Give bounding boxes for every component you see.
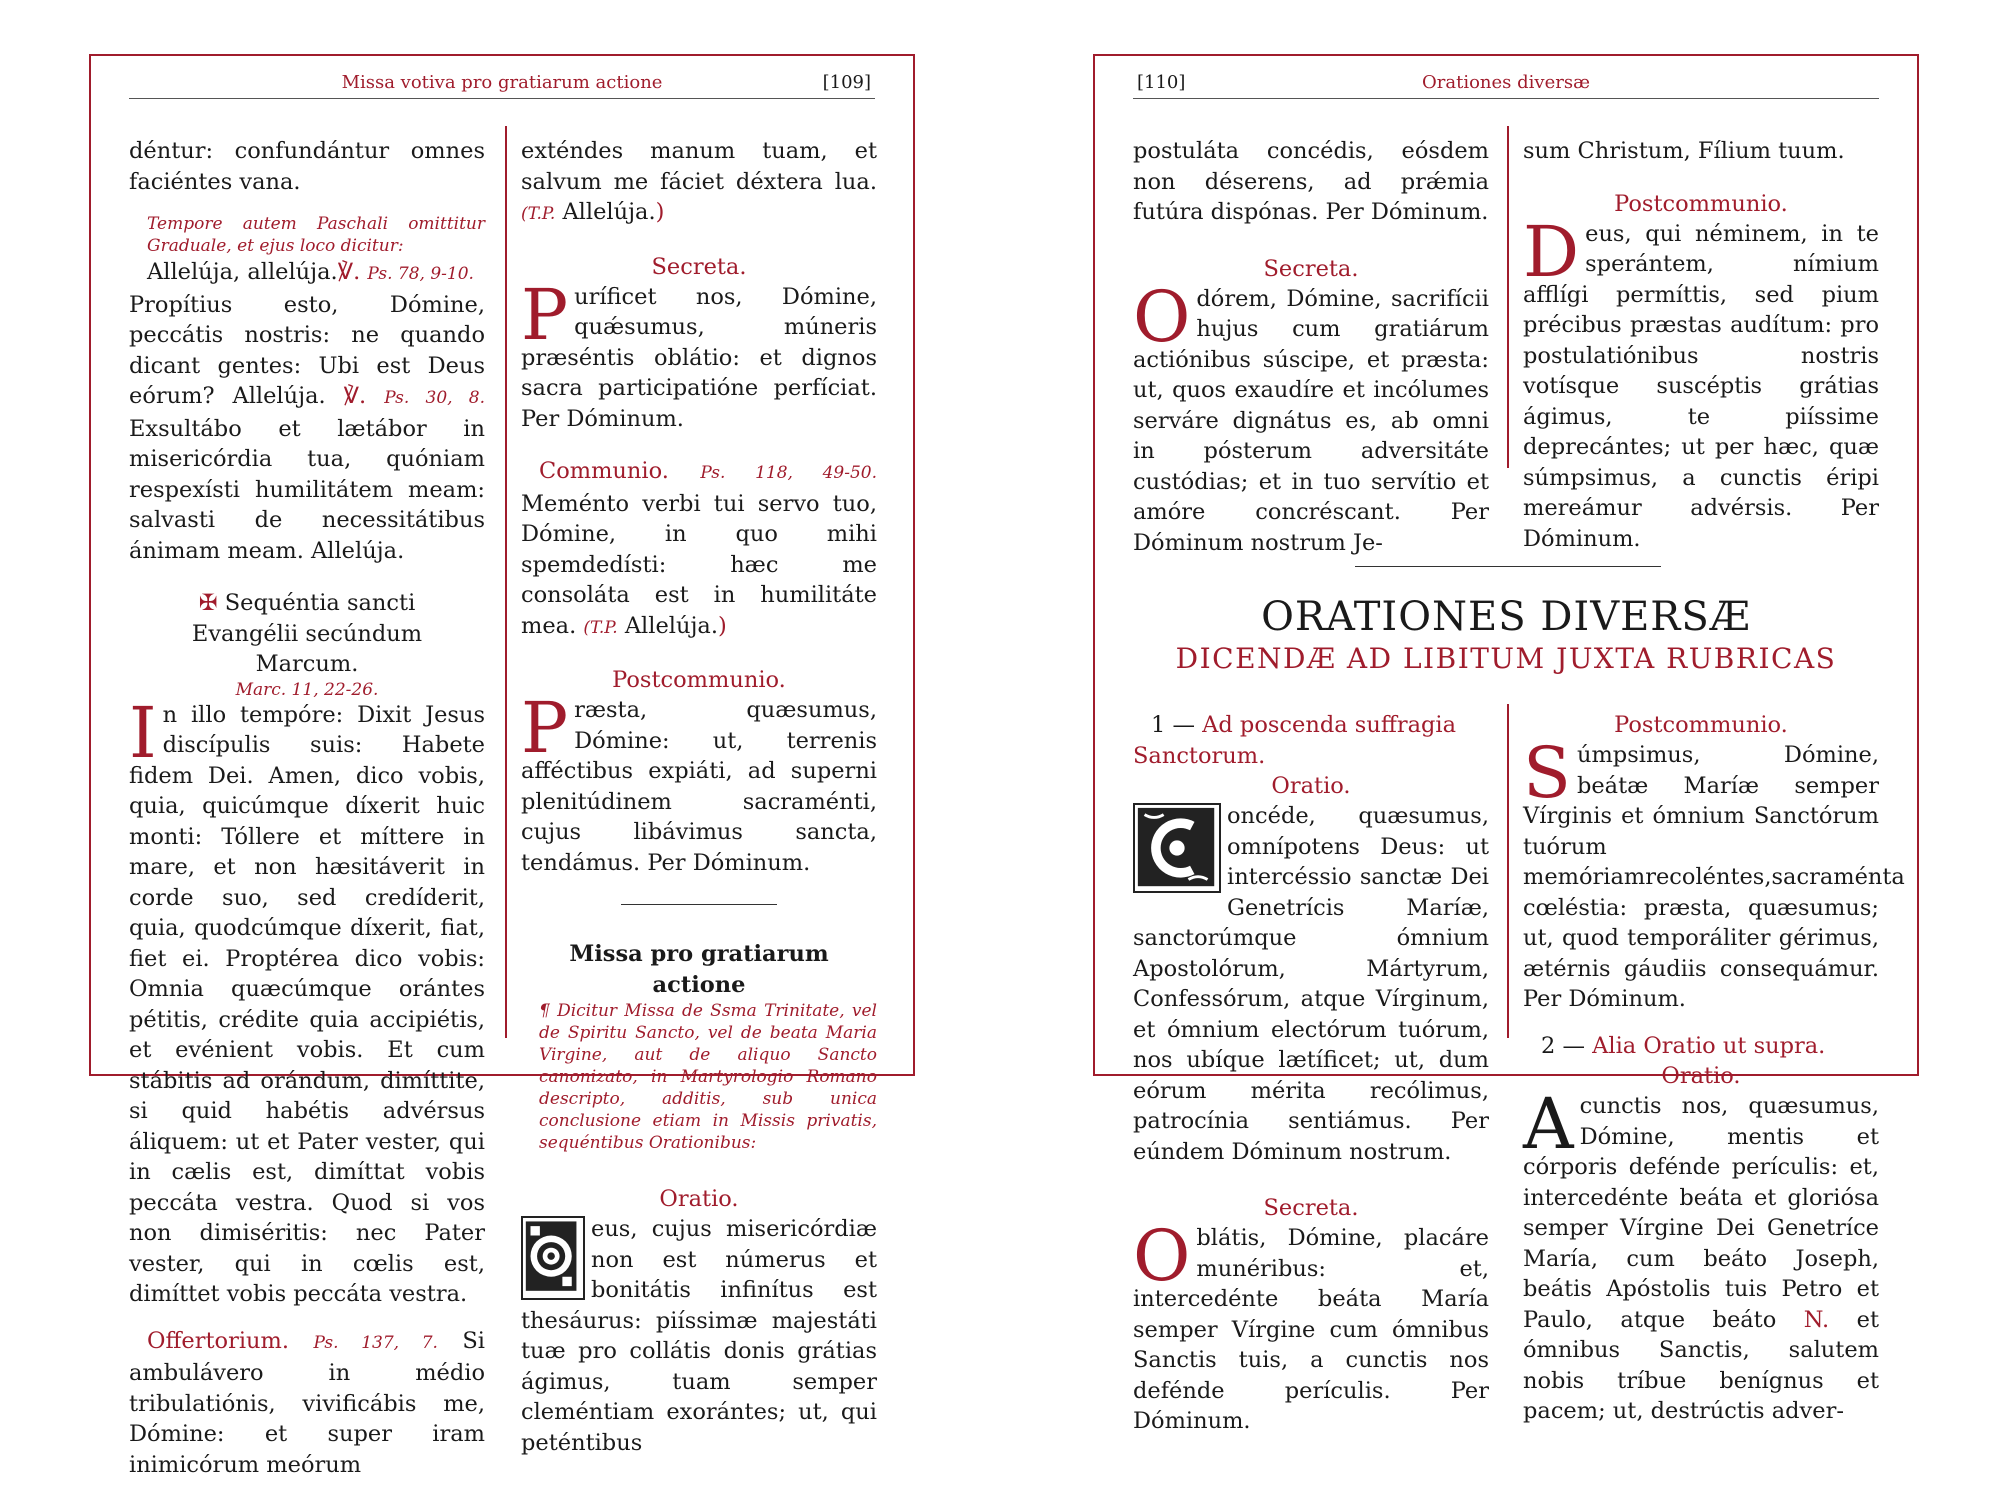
column-divider (1507, 704, 1509, 1038)
left-page (89, 54, 915, 1478)
item-title: Alia Oratio ut supra. (1592, 1032, 1826, 1059)
right-column-3 (1133, 710, 1489, 1437)
left-column-2 (521, 136, 877, 1458)
gospel-reference: Marc. 11, 22-26. (235, 679, 379, 700)
gospel-heading: ✠ Sequéntia sancti Evangélii secúndum Marcum. (191, 590, 423, 677)
drop-cap: A (1523, 1083, 1574, 1165)
page-number: [109] (822, 72, 871, 93)
offertory-label: Offertorium. (147, 1327, 290, 1354)
item-title: Ad poscenda suffragia Sanctorum. (1133, 712, 1457, 769)
oratio-text: eus, cujus misericórdiæ non est númerus et bonitátis infinítus est thesáurus: piíssimæ majestáti tuæ pro collátis donis grátias ágimus, tuam semper cleméntiam exorántes; ut, qui peténtibus (521, 1216, 877, 1456)
left-column-1 (129, 136, 485, 1480)
running-title: Orationes diversæ (1422, 72, 1590, 93)
alleluia-verse (129, 257, 485, 290)
text-paragraph: sum Christum, Fílium tuum. (1523, 138, 1845, 164)
oratio-heading: Oratio. (1271, 773, 1351, 799)
secreta-heading: Secreta. (1263, 255, 1359, 282)
right-column-1 (1133, 136, 1489, 558)
drop-cap: I (129, 691, 157, 774)
cross-icon: ✠ (198, 590, 218, 616)
right-column-4 (1523, 710, 1905, 1427)
postcommunio-heading: Postcommunio. (1614, 712, 1788, 738)
drop-cap: S (1523, 732, 1571, 814)
drop-cap: O (1133, 275, 1191, 358)
secreta-heading: Secreta. (651, 253, 747, 280)
column-divider (505, 126, 507, 1038)
scripture-reference: Ps. 137, 7. (313, 1332, 438, 1353)
text-paragraph: postuláta concédis, eósdem non déserens, ad prǽmia futúra dispónas. Per Dóminum. (1133, 138, 1489, 225)
page-number: [110] (1137, 72, 1186, 93)
offertory: Offertorium. Ps. 137, 7. Si ambulávero in médio tribulatiónis, vivificábis me, Dómine: et super iram inimicórum meórum (129, 1327, 486, 1478)
section-divider (1355, 566, 1661, 567)
oratio-text: oncéde, quæsumus, omnípotens Deus: ut intercéssio sanctæ Dei Genetrícis Maríæ, sanctorúmque ómnium Apostolórum, Mártyrum, Confessórum, atque Vírginum, et ómnium electórum tuórum, nos ubíque lætíficet; ut, dum eórum mérita recólimus, patrocínia sentiámus. Per eúndem Dóminum nostrum. (1133, 803, 1489, 1165)
scripture-reference: Ps. 78, 9-10. (367, 264, 474, 284)
column-divider (1507, 126, 1509, 468)
text-paragraph: déntur: confundántur omnes faciéntes vana. (129, 138, 485, 195)
left-page-header (129, 68, 875, 99)
drop-cap: P (521, 273, 569, 356)
right-column-2 (1523, 136, 1879, 554)
secreta-text: Oblátis, Dómine, placáre munéribus: et, intercedénte beáta María semper Vírgine cum ómnibus Sanctis tuis, a cunctis nos defénde perículis. Per Dóminum. (1133, 1215, 1489, 1434)
postcommunio-heading: Postcommunio. (612, 667, 786, 693)
gospel-text: In illo tempóre: Dixit Jesus discípulis suis: Habete fidem Dei. Amen, dico vobis, quia, quicúmque díxerit huic monti: Tóllere et míttere in mare, et non hæsitáverit in corde suo, sed credíderit, quia, quodcúmque díxerit, fiat, fiet ei. Proptérea dico vobis: Omnia quæcúmque orántes pétitis, crédite quia accipiétis, et evénient vobis. Et cum stábitis ad orándum, dimíttite, si quid habétis advérsus áliquem: ut et Pater vester, qui in cælis est, dimíttat vobis peccáta vestra. Quod si vos non dimiséritis: nec Pater vester, qui in cœlis est, dimíttet vobis peccáta vestra. (129, 691, 485, 1307)
versicle-mark: ℣. (337, 259, 361, 285)
drop-cap: P (521, 687, 569, 769)
drop-cap: D (1523, 210, 1580, 293)
oratio-text: Acunctis nos, quæsumus, Dómine, mentis et córporis defénde perículis: et, intercedénte beáta et gloriósa semper Vírgine Dei Genetríce María, cum beáto Joseph, beátis Apóstolis tuis Petro et Paulo, atque beáto N. et ómnibus Sanctis, salutem nobis tríbue benígnus et pacem; ut, destrúctis adver- (1523, 1083, 1880, 1424)
scripture-reference: Ps. 118, 49-50. (700, 463, 877, 483)
section-title: ORATIONES DIVERSÆ (1261, 594, 1751, 640)
secreta-text: Puríficet nos, Dómine, quǽsumus, múneris præséntis oblátio: et dignos sacra participatióne perfíciat. Per Dóminum. (521, 273, 877, 432)
secreta-heading: Secreta. (1263, 1195, 1359, 1221)
text-paragraph: exténdes manum tuam, et salvum me fáciet déxtera lua. (T.P. Allelúja.) (521, 138, 877, 225)
section-subtitle: DICENDÆ AD LIBITUM JUXTA RUBRICAS (1175, 642, 1837, 675)
item-heading (1133, 710, 1489, 771)
versicle-mark: ℣. (343, 383, 367, 409)
ornamental-initial-icon (1133, 803, 1221, 893)
right-page-header (1133, 68, 1879, 99)
name-placeholder: N. (1803, 1306, 1830, 1333)
ornamental-initial-icon (521, 1216, 585, 1300)
scripture-reference: Ps. 30, 8. (384, 388, 485, 408)
oratio-heading: Oratio. (659, 1186, 739, 1212)
item-heading (1523, 1031, 1879, 1062)
postcommunio-text: Præsta, quæsumus, Dómine: ut, terrenis afféctibus expiáti, ad superni plenitúdinem sacraménti, cujus libávimus sancta, tendámus. Per Dóminum. (521, 687, 877, 876)
communio: Communio. Ps. 118, 49-50. Meménto verbi tui servo tuo, Dómine, in quo mihi spemdedísti: hæc me consoláta est in humilitáte mea. (T.P. Allelúja.) (521, 458, 877, 639)
missa-rubric: ¶ Dicitur Missa de Ssma Trinitate, vel de Spiritu Sancto, vel de beata Maria Virgine, aut de aliquo Sancto canonizato, in Martyrologio Romano descripto, additis, sub unica conclusione etiam in Missis privatis, sequéntibus Orationibus: (539, 1001, 877, 1153)
item-number: 2 — (1541, 1032, 1585, 1059)
item-number: 1 — (1151, 712, 1195, 738)
running-title: Missa votiva pro gratiarum actione (341, 72, 663, 93)
postcommunio-heading: Postcommunio. (1614, 190, 1788, 217)
secreta-text: Odórem, Dómine, sacrifícii hujus cum gratiárum actiónibus súscipe, et præsta: ut, quos exaudíre et incólumes serváre dignátus es, ab omni in pósterum adversitáte custódias; et in tuo servítio et amóre concréscant. Per Dóminum nostrum Je- (1133, 275, 1489, 556)
postcommunio-text: Súmpsimus, Dómine, beátæ Maríæ semper Vírginis et ómnium Sanctórum tuórum memóriamrecoléntes,sacraménta cœléstia: præsta, quæsumus; ut, quod temporáliter gérimus, ætérnis gáudiis consequámur. Per Dóminum. (1523, 732, 1905, 1012)
postcommunio-text: Deus, qui néminem, in te sperántem, nímium afflígi permíttis, sed pium précibus præstas audítum: pro postulatiónibus nostris votísque suscéptis grátias ágimus, te piíssime deprecántes; ut per hæc, quæ súmpsimus, a cunctis éripi mereámur advérsis. Per Dóminum. (1523, 210, 1879, 552)
drop-cap: O (1133, 1215, 1191, 1297)
communio-label: Communio. (539, 458, 669, 484)
verse-text-2: Exsultábo et lætábor in misericórdia tua, quóniam respexísti humilitátem meam: salvasti de necessitátibus ánimam meam. Allelúja. (129, 415, 485, 564)
verse-text: Propítius esto, Dómine, peccátis nostris: ne quando dicant gentes: Ubi est Deus eórum? Allelúja. ℣. Ps. 30, 8. Exsultábo et lætábor in misericórdia tua, quóniam respexísti humilitátem meam: salvasti de necessitátibus ánimam meam. Allelúja. (129, 291, 485, 564)
alleluia-text: Allelúja, allelúja. (147, 259, 338, 285)
tp-open: (T.P. (521, 204, 556, 224)
right-page (1093, 54, 1919, 1434)
rubric-paschal: Tempore autem Paschali omittitur Graduale, et ejus loco dicitur: (147, 214, 485, 256)
oratio-heading: Oratio. (1661, 1063, 1741, 1089)
missa-title: Missa pro gratiarum actione (569, 941, 829, 998)
